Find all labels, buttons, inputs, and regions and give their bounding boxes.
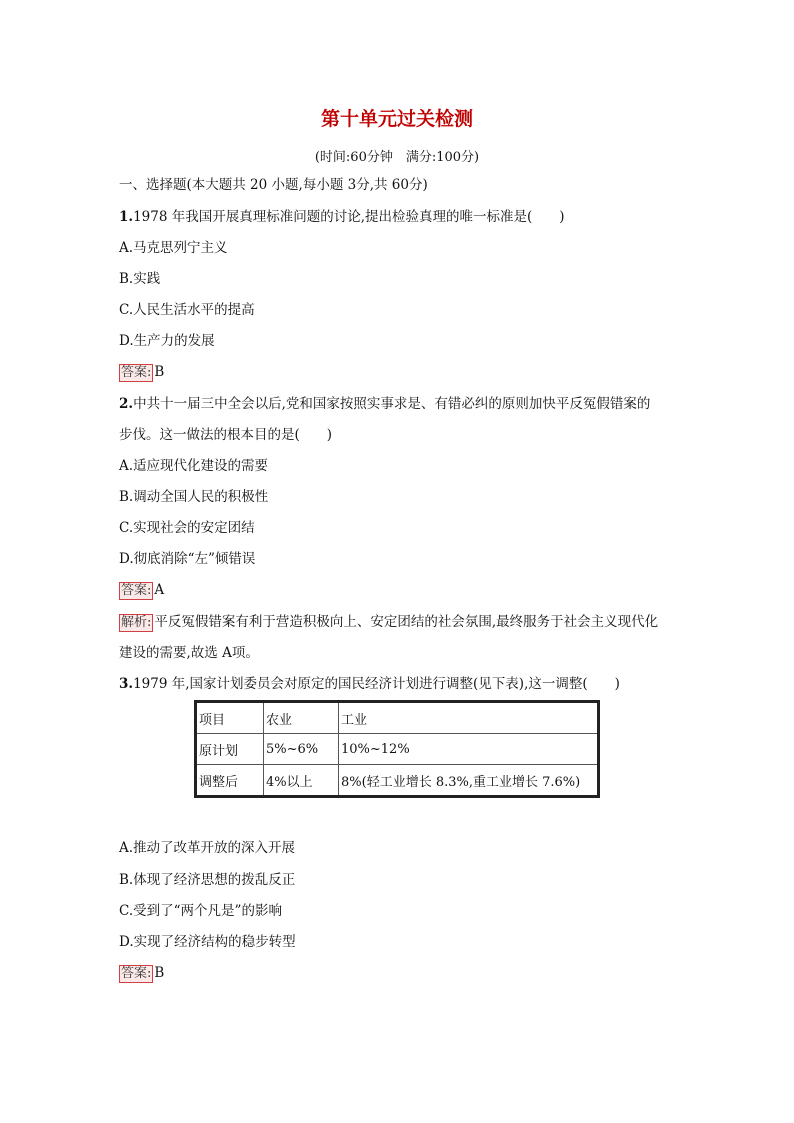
table-cell: 4%以上 — [264, 765, 339, 797]
question-1-number: 1. — [119, 209, 134, 225]
table-cell: 8%(轻工业增长 8.3%,重工业增长 7.6%) — [339, 765, 599, 797]
q2-option-c: C.实现社会的安定团结 — [119, 520, 255, 536]
table-cell: 10%~12% — [339, 734, 599, 765]
table-header-row — [196, 702, 599, 734]
answer-tag: 答案: — [121, 966, 152, 981]
table-header-cell: 项目 — [196, 702, 264, 734]
table-row — [196, 765, 599, 797]
question-1-text: 1978 年我国开展真理标准问题的讨论,提出检验真理的唯一标准是( ) — [133, 209, 565, 225]
q1-answer — [119, 363, 164, 382]
answer-tag: 答案: — [121, 365, 152, 380]
q3-option-a: A.推动了改革开放的深入开展 — [119, 840, 296, 856]
q2-analysis-cont: 建设的需要,故选 A项。 — [119, 645, 259, 661]
question-2-text: 中共十一届三中全会以后,党和国家按照实事求是、有错必纠的原则加快平反冤假错案的 — [133, 396, 651, 412]
question-2-stem — [119, 395, 650, 413]
analysis-text: 平反冤假错案有利于营造积极向上、安定团结的社会氛围,最终服务于社会主义现代化 — [154, 614, 659, 630]
table-cell: 调整后 — [196, 765, 264, 797]
q3-answer — [119, 964, 164, 983]
table-header-cell: 农业 — [264, 702, 339, 734]
q2-answer — [119, 581, 164, 600]
answer-value: B — [154, 965, 165, 981]
q1-option-c: C.人民生活水平的提高 — [119, 302, 255, 318]
page-title: 第十单元过关检测 — [320, 108, 473, 130]
section-heading: 一、选择题(本大题共 20 小题,每小题 3分,共 60分) — [119, 177, 428, 193]
exam-info: (时间:60分钟 满分:100分) — [314, 150, 480, 165]
table-cell: 原计划 — [196, 734, 264, 765]
q3-option-c: C.受到了“两个凡是”的影响 — [119, 903, 282, 919]
analysis-tag: 解析: — [121, 615, 152, 630]
question-2-stem-cont: 步伐。这一做法的根本目的是( ) — [119, 427, 333, 443]
table-header-cell: 工业 — [339, 702, 599, 734]
q1-option-b: B.实践 — [119, 271, 161, 287]
answer-value: A — [154, 582, 165, 598]
question-3-stem — [119, 675, 620, 693]
question-1-stem — [119, 208, 565, 226]
q3-option-d: D.实现了经济结构的稳步转型 — [119, 934, 296, 950]
q2-option-a: A.适应现代化建设的需要 — [119, 458, 269, 474]
plan-adjustment-table — [194, 700, 600, 798]
q2-option-b: B.调动全国人民的积极性 — [119, 489, 269, 505]
table-row — [196, 734, 599, 765]
question-3-text: 1979 年,国家计划委员会对原定的国民经济计划进行调整(见下表),这一调整( ) — [133, 676, 620, 692]
question-3-number: 3. — [119, 676, 134, 692]
question-2-number: 2. — [119, 396, 134, 412]
q1-option-d: D.生产力的发展 — [119, 333, 215, 349]
q1-option-a: A.马克思列宁主义 — [119, 240, 228, 256]
q3-option-b: B.体现了经济思想的拨乱反正 — [119, 872, 296, 888]
q2-option-d: D.彻底消除“左”倾错误 — [119, 551, 256, 567]
answer-value: B — [154, 364, 165, 380]
answer-tag: 答案: — [121, 583, 152, 598]
q2-analysis — [119, 613, 658, 632]
table-cell: 5%~6% — [264, 734, 339, 765]
